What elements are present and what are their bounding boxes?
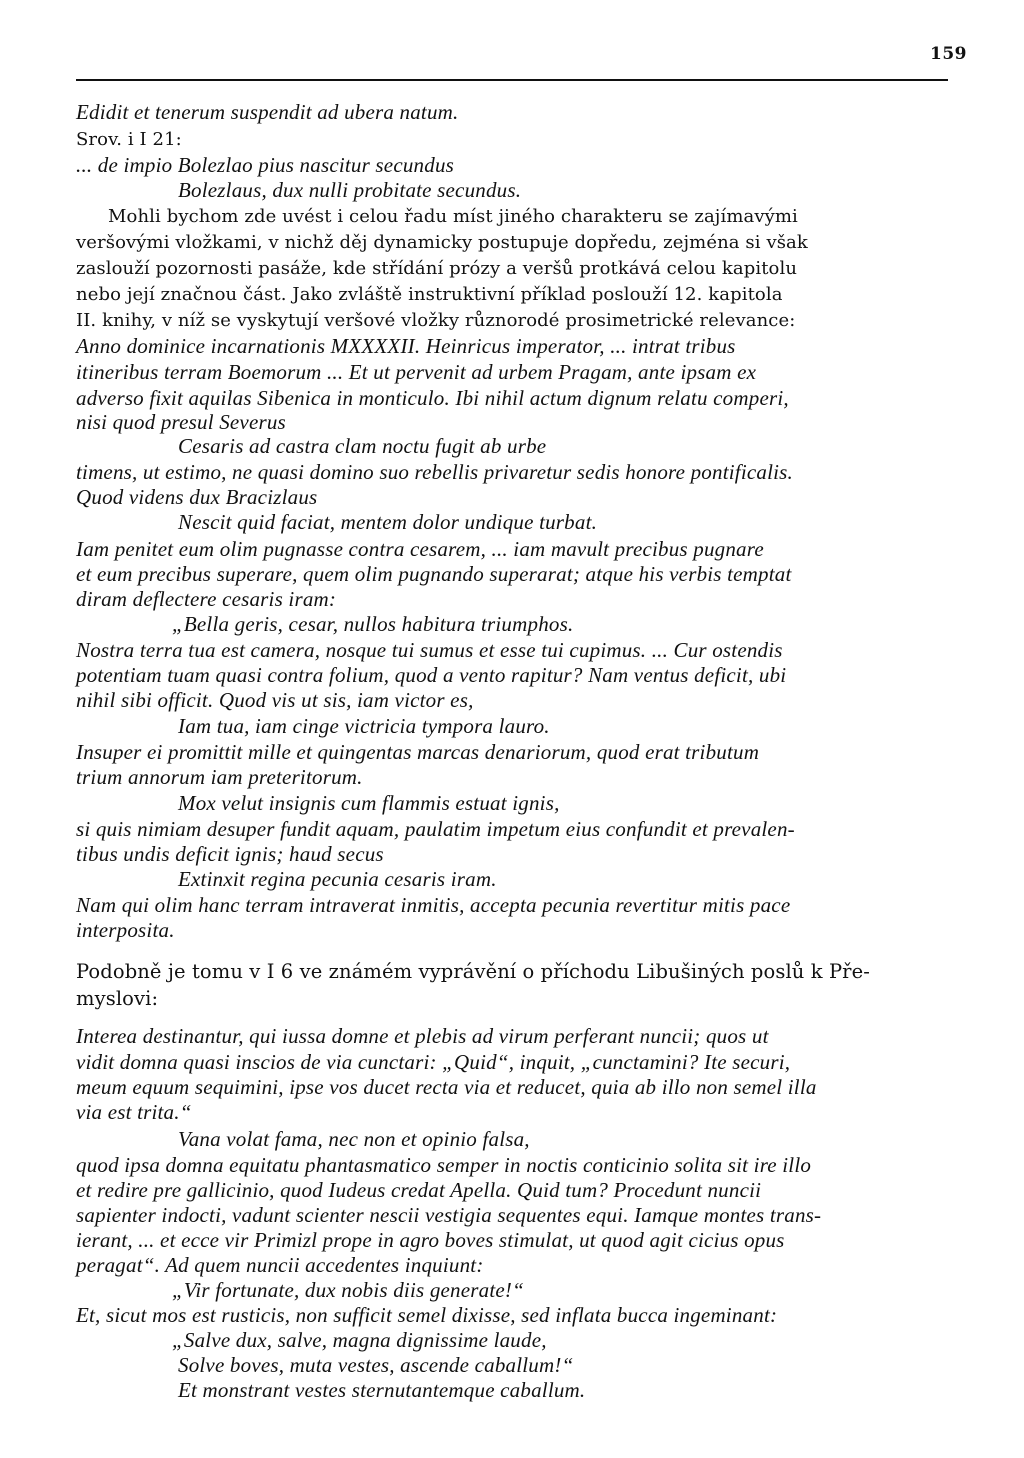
latin-quotation-line: Solve boves, muta vestes, ascende caballum!“ [178,1353,574,1377]
latin-quotation-line: vidit domna quasi inscios de via cunctari: „Quid“, inquit, „cunctamini? Ite securi, [76,1050,791,1074]
page-number: 159 [930,44,967,64]
latin-quotation-line: sapienter indocti, vadunt scienter nescii vestigia sequentes equi. Iamque montes trans- [76,1203,822,1227]
body-text-line: Podobně je tomu v I 6 ve známém vyprávění o příchodu Libušiných poslů k Pře- [76,960,870,983]
latin-quotation-line: quod ipsa domna equitatu phantasmatico semper in noctis conticinio solita sit ire illo [76,1153,812,1177]
latin-quotation-line: Mox velut insignis cum flammis estuat ignis, [178,791,560,815]
latin-quotation-line: trium annorum iam preteritorum. [76,765,363,789]
latin-quotation-line: si quis nimiam desuper fundit aquam, paulatim impetum eius confundit et prevalen- [76,817,795,841]
latin-quotation-line: potentiam tuam quasi contra folium, quod a vento rapitur? Nam ventus deficit, ubi [76,663,787,687]
latin-quotation-line: Nostra terra tua est camera, nosque tui sumus et esse tui cupimus. ... Cur ostendis [76,638,783,662]
header-rule [76,79,948,81]
latin-quotation-line: nisi quod presul Severus [76,410,286,434]
latin-quotation-line: Quod videns dux Bracizlaus [76,485,318,509]
latin-quotation-line: Nam qui olim hanc terram intraverat inmitis, accepta pecunia revertitur mitis pace [76,893,791,917]
latin-quotation-line: nihil sibi officit. Quod vis ut sis, iam victor es, [76,688,474,712]
latin-quotation-line: „Vir fortunate, dux nobis diis generate!“ [172,1278,524,1302]
latin-quotation-line: Interea destinantur, qui iussa domne et plebis ad virum perferant nuncii; quos ut [76,1024,769,1048]
latin-quotation-line: Iam penitet eum olim pugnasse contra cesarem, ... iam mavult precibus pugnare [76,537,764,561]
latin-quotation-line: Bolezlaus, dux nulli probitate secundus. [178,178,522,202]
latin-quotation-line: via est trita.“ [76,1100,192,1124]
body-text-line: nebo její značnou část. Jako zvláště instruktivní příklad poslouží 12. kapitola [76,284,783,305]
latin-quotation-line: Vana volat fama, nec non et opinio falsa, [178,1127,530,1151]
latin-quotation-line: adverso fixit aquilas Sibenica in monticulo. Ibi nihil actum dignum relatu comperi, [76,386,789,410]
body-text-line: Srov. i I 21: [76,129,182,150]
body-text-line: II. knihy, v níž se vyskytují veršové vložky různorodé prosimetrické relevance: [76,310,796,331]
latin-quotation-line: Iam tua, iam cinge victricia tympora lauro. [178,714,550,738]
latin-quotation-line: Et monstrant vestes sternutantemque caballum. [178,1378,586,1402]
latin-quotation-line: „Salve dux, salve, magna dignissime laude, [172,1328,547,1352]
latin-quotation-line: Extinxit regina pecunia cesaris iram. [178,867,497,891]
latin-quotation-line: ierant, ... et ecce vir Primizl prope in agro boves stimulat, ut quod agit cicius opus [76,1228,785,1252]
latin-quotation-line: meum equum sequimini, ipse vos ducet recta via et reducet, quia ab illo non semel illa [76,1075,817,1099]
latin-quotation-line: itineribus terram Boemorum ... Et ut pervenit ad urbem Pragam, ante ipsam ex [76,360,757,384]
latin-quotation-line: tibus undis deficit ignis; haud secus [76,842,384,866]
latin-quotation-line: peragat“. Ad quem nuncii accedentes inquiunt: [76,1253,484,1277]
body-text-line: veršovými vložkami, v nichž děj dynamicky postupuje dopředu, zejména si však [76,232,808,253]
latin-quotation-line: diram deflectere cesaris iram: [76,587,337,611]
latin-quotation-line: Insuper ei promittit mille et quingentas marcas denariorum, quod erat tributum [76,740,760,764]
latin-quotation-line: „Bella geris, cesar, nullos habitura triumphos. [172,612,574,636]
latin-quotation-line: Cesaris ad castra clam noctu fugit ab urbe [178,434,547,458]
body-text-line: Mohli bychom zde uvést i celou řadu míst jiného charakteru se zajímavými [108,206,798,227]
latin-quotation-line: et redire pre gallicinio, quod Iudeus credat Apella. Quid tum? Procedunt nuncii [76,1178,762,1202]
latin-quotation-line: Nescit quid faciat, mentem dolor undique turbat. [178,510,598,534]
latin-quotation-line: Et, sicut mos est rusticis, non sufficit semel dixisse, sed inflata bucca ingeminant: [76,1303,778,1327]
latin-quotation-line: Edidit et tenerum suspendit ad ubera natum. [76,100,459,124]
body-text-line: myslovi: [76,987,159,1010]
latin-quotation-line: timens, ut estimo, ne quasi domino suo rebellis privaretur sedis honore pontificalis. [76,460,793,484]
body-text-line: zaslouží pozornosti pasáže, kde střídání prózy a veršů protkává celou kapitolu [76,258,798,279]
latin-quotation-line: et eum precibus superare, quem olim pugnando superarat; atque his verbis temptat [76,562,792,586]
latin-quotation-line: interposita. [76,918,175,942]
latin-quotation-line: ... de impio Bolezlao pius nascitur secundus [76,153,455,177]
latin-quotation-line: Anno dominice incarnationis MXXXXII. Heinricus imperator, ... intrat tribus [76,334,736,358]
